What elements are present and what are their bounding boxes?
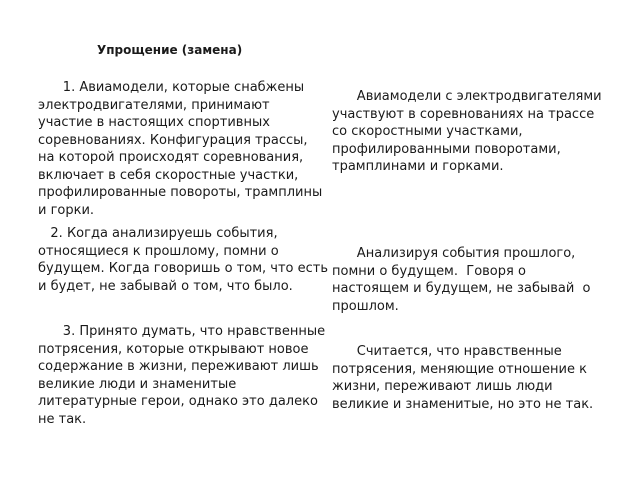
original-sentence-2: 2. Когда анализируешь события, относящиеся к прошлому, помни о будущем. Когда говоришь о том, что есть и будет, не забывай о том, что было. bbox=[38, 226, 333, 294]
simplified-sentence-1: Авиамодели с электродвигателями участвуют в соревнованиях на трассе со скоростными участками, профилированными поворотами, трамплинами и горками. bbox=[332, 89, 606, 174]
simplified-sentence-2: Анализируя события прошлого, помни о будущем. Говоря о настоящем и будущем, не забывай о прошлом. bbox=[332, 246, 595, 314]
simplified-sentence-3: Считается, что нравственные потрясения, меняющие отношение к жизни, переживают лишь люди великие и знаменитые, но это не так. bbox=[332, 344, 594, 412]
slide-title: Упрощение (замена) bbox=[97, 43, 243, 57]
original-sentence-3: 3. Принято думать, что нравственные потрясения, которые открывают новое содержание в жизни, переживают лишь великие люди и знаменитые литературные герои, однако это далеко не так. bbox=[38, 324, 330, 427]
original-sentence-1: 1. Авиамодели, которые снабжены электродвигателями, принимают участие в настоящих спортивных соревнованиях. Конфигурация трассы, на которой происходят соревнования, включает в себя скоростные участки, профилированные повороты, трамплины и горки. bbox=[38, 80, 327, 218]
